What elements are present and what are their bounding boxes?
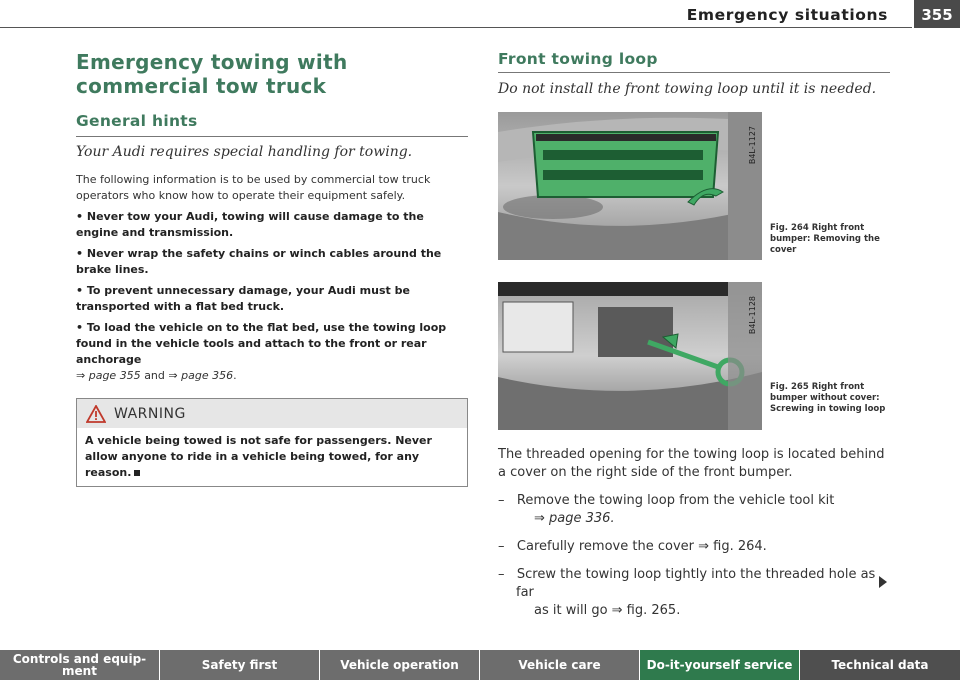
- warning-label: WARNING: [114, 405, 186, 422]
- step-item: – Carefully remove the cover ⇒ fig. 264.: [498, 539, 767, 554]
- left-column: [76, 50, 468, 487]
- body-paragraph: The threaded opening for the towing loop is located behind a cover on the right side of the front bumper.: [498, 447, 885, 480]
- bullet-item: • Never wrap the safety chains or winch cables around the brake lines.: [76, 247, 442, 276]
- warning-text-block: [77, 428, 467, 486]
- bullet-text: Never tow your Audi, towing will cause damage to the engine and transmission.: [76, 210, 424, 239]
- instructions-block: [498, 446, 890, 620]
- section-heading: General hints: [76, 112, 198, 130]
- tab-technical-data[interactable]: Technical data: [800, 650, 960, 680]
- section-title: Emergency situations: [686, 6, 888, 24]
- page-link[interactable]: page 356: [181, 369, 234, 382]
- warning-box: [76, 398, 468, 487]
- bullet-text: To prevent unnecessary damage, your Audi must be transported with a flat bed truck.: [76, 284, 410, 313]
- page-number: 355: [914, 0, 960, 28]
- figure-264: [498, 112, 762, 260]
- step-text: Remove the towing loop from the vehicle tool kit: [516, 493, 835, 508]
- tab-vehicle-operation[interactable]: Vehicle operation: [320, 650, 480, 680]
- bullet-item: • To load the vehicle on to the flat bed, use the towing loop found in the vehicle tools and attach to the front or rear anchorage: [76, 321, 447, 366]
- section-heading: Front towing loop: [498, 50, 658, 68]
- warning-header: [77, 399, 467, 428]
- heading-rule: [498, 72, 890, 73]
- page-header: [0, 0, 960, 30]
- step-item: – Remove the towing loop from the vehicle tool kit ⇒ page 336.: [498, 492, 890, 528]
- continue-arrow-icon: [879, 576, 887, 588]
- tab-controls-and-equipment[interactable]: Controls and equip-ment: [0, 650, 160, 680]
- footer-nav: [0, 650, 960, 680]
- towing-loop-illustration: [498, 282, 762, 430]
- heading-rule: [76, 136, 468, 137]
- lead-text: Your Audi requires special handling for towing.: [76, 144, 413, 160]
- step-text: Screw the towing loop tightly into the threaded hole as far: [516, 567, 876, 600]
- page-references: ⇒ page 355 and ⇒ page 356.: [76, 369, 237, 382]
- bullet-text: To load the vehicle on to the flat bed, use the towing loop found in the vehicle tools and attach to the front or rear anchorage: [76, 321, 447, 366]
- page-link[interactable]: page 355: [88, 369, 141, 382]
- ref-connector: and: [144, 369, 165, 382]
- tab-do-it-yourself-service[interactable]: Do-it-yourself service: [640, 650, 800, 680]
- figure-code: B4L-1128: [748, 296, 757, 335]
- step-text-continued: as it will go ⇒ fig. 265.: [534, 603, 681, 618]
- intro-text: The following information is to be used by commercial tow truck operators who know how to operate their equipment safely.: [76, 173, 431, 202]
- figure-caption: Fig. 264 Right front bumper: Removing the cover: [770, 223, 880, 255]
- end-of-section-mark: [134, 470, 140, 476]
- tab-vehicle-care[interactable]: Vehicle care: [480, 650, 640, 680]
- warning-text: A vehicle being towed is not safe for passengers. Never allow anyone to ride in a vehicle being towed, for any reason.: [85, 434, 432, 479]
- bullet-item: • To prevent unnecessary damage, your Audi must be transported with a flat bed truck.: [76, 284, 410, 313]
- lead-text: Do not install the front towing loop until it is needed.: [498, 81, 877, 97]
- page-title: Emergency towing with commercial tow truck: [76, 50, 348, 98]
- figure-code: B4L-1127: [748, 126, 757, 165]
- bullet-text: Never wrap the safety chains or winch cables around the brake lines.: [76, 247, 442, 276]
- step-item: – Screw the towing loop tightly into the threaded hole as far as it will go ⇒ fig. 265.: [498, 566, 890, 620]
- bullet-item: • Never tow your Audi, towing will cause damage to the engine and transmission.: [76, 210, 424, 239]
- header-rule: [0, 27, 912, 28]
- figure-caption: Fig. 265 Right front bumper without cover: Screwing in towing loop: [770, 382, 886, 414]
- bumper-cover-illustration: [498, 112, 762, 260]
- warning-triangle-icon: [86, 405, 106, 423]
- figure-265: [498, 282, 762, 430]
- step-text: Carefully remove the cover ⇒ fig. 264.: [516, 539, 767, 554]
- tab-safety-first[interactable]: Safety first: [160, 650, 320, 680]
- right-column: [498, 50, 890, 97]
- step-page-link[interactable]: ⇒ page 336.: [534, 511, 615, 526]
